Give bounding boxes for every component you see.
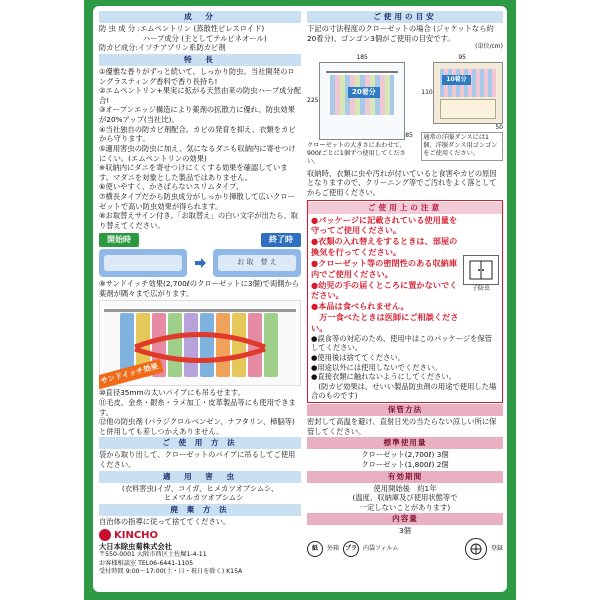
kincho-logo — [99, 529, 301, 542]
storage-tip: 収納時、衣類に虫や汚れが付いていると食害やカビの原因となりますので、クリーニング等でご汚れをよく落としてからご使用ください。 — [307, 168, 497, 197]
feature-item: ⑨サンドイッチ効果(2,700ℓのクローゼットに3個)で両側から薬剤が隅々まで広がります。 — [99, 279, 300, 298]
caution-red-item: ●パッケージに記載されている使用量を守ってご使用ください。 — [311, 214, 458, 236]
start-strip — [99, 249, 187, 277]
caution-heading: ご使用上の注意 — [308, 202, 502, 214]
recycle-label: 内袋フィルム — [363, 545, 399, 553]
left-column — [99, 10, 301, 588]
recycle-marks — [307, 538, 503, 560]
caution-item: ●誤食等の対応のため、使用中はこのパッケージを保管してください。 — [311, 333, 493, 353]
hanger-illustration — [99, 300, 301, 386]
content-value: 3個 — [399, 526, 411, 536]
caution-item: ●直接衣類に触れないようにしてください。 — [311, 372, 457, 382]
storage-method-heading: 保管方法 — [307, 404, 503, 416]
amount-heading: 標準使用量 — [307, 437, 503, 449]
unit-label: (単位/cm) — [475, 43, 503, 51]
registration-seal-icon — [465, 538, 487, 560]
replace-text: お 取 替 え — [218, 255, 296, 271]
caution-red-item: ●本品は食べられません。 — [311, 301, 409, 312]
plastic-recycle-icon: プラ — [343, 541, 359, 557]
closet-pictogram-icon — [463, 255, 499, 285]
size-diagrams — [307, 54, 503, 166]
caution-red-item: ●クローゼット等の密閉性のある収納庫内でご使用ください。 — [311, 257, 458, 279]
start-label: 開始時 — [99, 233, 139, 248]
guide-heading: ご使用の目安 — [307, 11, 503, 23]
caution-box — [307, 200, 503, 404]
amount-line: クローゼット(1,800ℓ) 2個 — [361, 459, 449, 469]
features-heading: 特 長 — [99, 54, 301, 66]
pictogram-label: 子防虫 — [471, 285, 490, 293]
guide-intro: 下記の寸法程度のクローゼットの場合 (ジャケットなら約20着分)、ゴンゴン3個がご使用の目安です。 — [307, 24, 494, 43]
brand-name: KINCHO — [114, 529, 159, 541]
feature-item: ⑧お取替えサイン付き。「お取替え」の白い文字が出たら、取り替えてください。 — [99, 211, 299, 230]
storage-method-text: 密封して高温を避け、直射日光の当たらない涼しい所に保管してください。 — [307, 417, 497, 436]
label-panel — [93, 6, 507, 592]
validity-line: 使用開始後 約1年 — [373, 483, 437, 493]
caution-red-item: ●幼児の手の届くところに置かないでください。 — [311, 279, 458, 301]
cabinet-height: 110 — [421, 89, 433, 97]
cabinet-badge: 10着分 — [442, 75, 470, 85]
ingredient-line: 防カビ成分:イソチアゾリン系防カビ剤 — [99, 43, 226, 53]
feature-item: ②エムペントリン+果実に拡がる天然由来の防虫ハーブ成分配合! — [99, 86, 301, 105]
caution-red-item: ●衣類の入れ替えをするときは、部屋の換気を行ってください。 — [311, 236, 458, 258]
feature-item: ⑥使いやすく、かさばらないスリムタイプ。 — [99, 182, 244, 192]
recycle-label: 外箱 — [327, 545, 340, 553]
company-footer — [99, 529, 301, 576]
registration-label: 登録 — [490, 545, 503, 553]
ingredient-line: ハーブ成分 (主としてテルピネオール) — [99, 33, 267, 43]
validity-heading: 有効期間 — [307, 471, 503, 483]
cabinet-diagram — [421, 54, 503, 166]
disposal-heading: 廃 棄 方 法 — [99, 504, 301, 516]
caution-item: (防カビ効果は、せいい製品防虫剤の用途で使用した場合のものです) — [311, 381, 497, 401]
cabinet-note: 通常の洋服ダンスには1個、洋服ダンス用ゴンゴンをご使用ください。 — [421, 132, 503, 161]
sandwich-badge: サンドイッチ効果 — [99, 359, 164, 390]
pests-heading: 適 用 害 虫 — [99, 471, 301, 483]
pests-line: ヒメマルカツオブシムシ — [156, 493, 244, 503]
feature-item: ⑪毛皮、金糸・銀糸・ラメ加工・皮革製品等にも使用できます。 — [99, 397, 296, 417]
closet-badge: 20着分 — [348, 87, 380, 98]
validity-line: (温度、収納庫及び使用状態等で — [352, 493, 458, 503]
validity-line: 一定しないことがあります) — [359, 502, 451, 512]
caution-red-item: 万一食べたときは医師にご相談ください。 — [311, 311, 459, 333]
ingredients-heading: 成 分 — [99, 11, 301, 23]
content-heading: 内容量 — [307, 513, 503, 525]
replace-sign-row — [99, 233, 301, 248]
feature-item: ④当社独自の防カビ剤配合。カビの発育を抑え、衣類をカビから守ります。 — [99, 124, 296, 144]
closet-height: 225 — [307, 97, 319, 105]
end-label: 終了時 — [261, 233, 301, 248]
feature-item: ⑫他の防虫剤 (パラジクロルベンゼン、ナフタリン、樟脳等)と併用しても差しつかえありません。 — [99, 417, 295, 436]
caution-item: ●使用後は捨ててください。 — [311, 352, 405, 362]
feature-item: ①優雅な香りがずっと続いて、しっかり防虫。当社開発のロングラスティング香料で香り長持ち! — [99, 66, 295, 86]
usage-heading: ご 使 用 方 法 — [99, 437, 301, 449]
arrow-right-icon — [193, 256, 207, 270]
address-line: 〒550-0001 大阪市西区土佐堀1-4-11 — [99, 551, 207, 559]
cabinet-depth: 50 — [495, 124, 503, 132]
company-name: 大日本除虫菊株式会社 — [99, 541, 172, 551]
feature-item: ⑦横長タイプだから防虫成分がしっかり揮散して広いクローゼットで高い防虫効果が得られます。 — [99, 192, 295, 211]
feature-item: ③オープンエッジ構造により薬剤の拡散力に優れ、防虫効果が20%アップ(当社比)。 — [99, 105, 295, 125]
ingredient-line: 防 虫 成 分 :エムペントリン (蒸散性ピレスロイド) — [99, 24, 265, 34]
package-back — [84, 0, 516, 600]
pests-line: (衣料害虫)イガ、コイガ、ヒメカツオブシムシ、 — [121, 483, 279, 493]
feature-item: ⑤適用害虫の防虫に加え、気になるダニも収納内に寄せつけにくい。(エムペントリンの効果) — [99, 143, 296, 163]
paper-recycle-icon: 紙 — [307, 541, 323, 557]
amount-line: クローゼット(2,700ℓ) 3個 — [361, 450, 449, 460]
replace-diagram — [99, 249, 301, 277]
usage-text: 袋から取り出して、クローゼットのパイプに吊るしてご使用ください。 — [99, 450, 296, 470]
closet-note: クローゼットの大きさにあわせて、900ℓごとに1個ずつ使用してください。 — [307, 142, 406, 166]
right-column — [307, 10, 503, 588]
cabinet-width: 95 — [458, 54, 466, 62]
closet-diagram — [307, 54, 417, 166]
caution-item: ●用途以外には使用しないでください。 — [311, 362, 442, 372]
feature-item: ⑩直径35mmの太いパイプにも吊るせます。 — [99, 388, 245, 398]
address-line: お客様相談室 TEL06-6441-1105 — [99, 559, 194, 567]
closet-width: 185 — [356, 54, 368, 62]
address-line: 受付時間 9:00〜17:00(土・日・祝日を除く) K15A — [99, 567, 243, 575]
brand-mark-icon — [99, 529, 111, 541]
closet-depth: 85 — [405, 132, 413, 140]
end-strip — [213, 249, 301, 277]
disposal-text: 自治体の指導に従って捨ててください。 — [99, 517, 231, 526]
feature-item: ※収納内にダニを寄せつけにくくする効果を確認しています。マダニを対象とした製品ではありません。 — [99, 163, 288, 182]
